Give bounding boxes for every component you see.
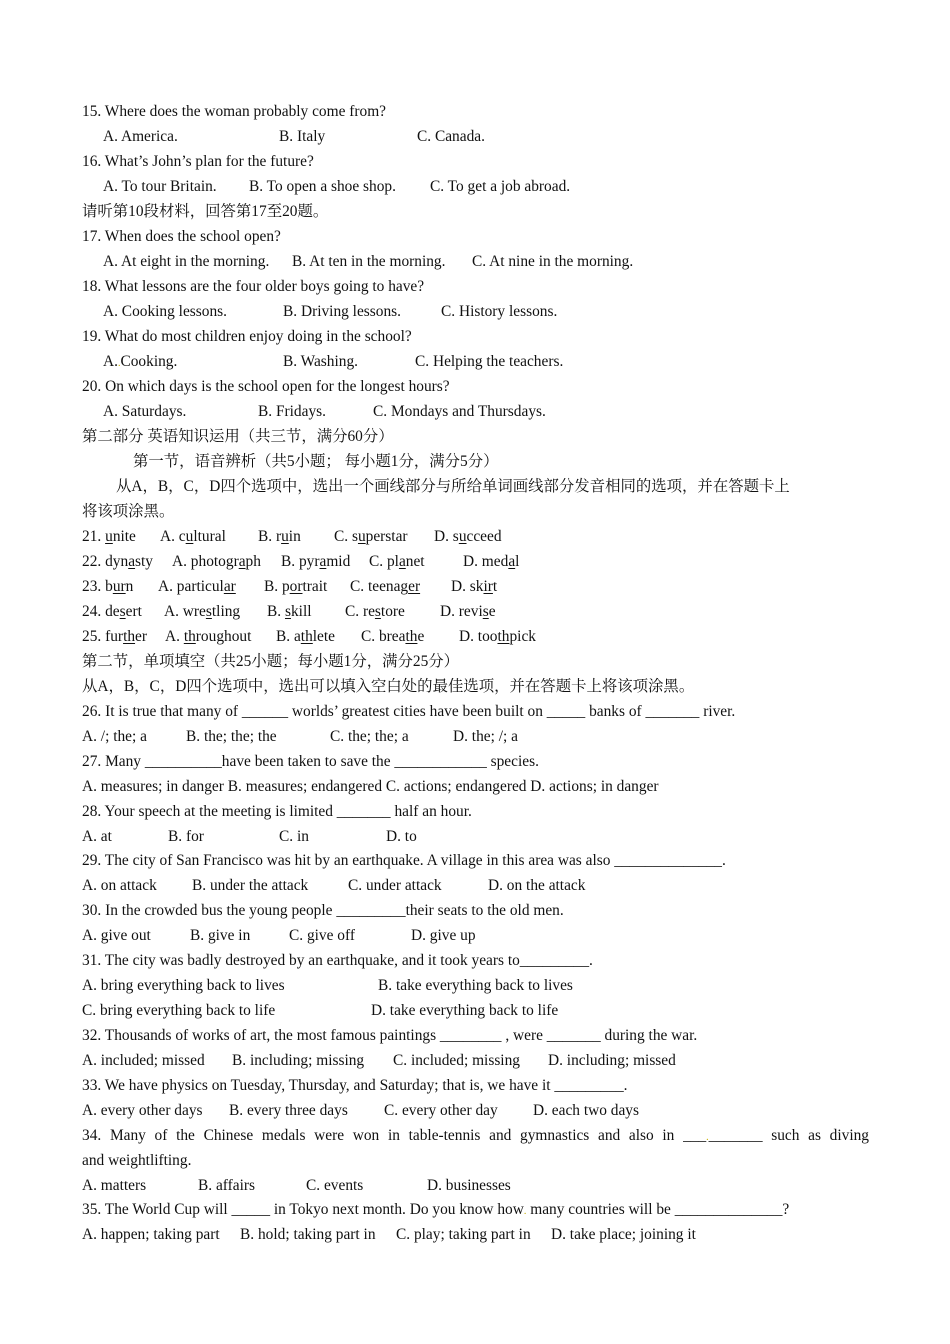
phonetic-row: 22. dynasty xyxy=(82,553,154,570)
q28-option-a: A. at xyxy=(82,828,112,845)
q32-stem: 32. Thousands of works of art, the most famous paintings ________ , were _______ during the war. xyxy=(82,1027,698,1044)
q29-option-c: C. under attack xyxy=(348,877,442,894)
q32-option-a: A. included; missed xyxy=(82,1052,205,1069)
q34-stem-line1: 34. Many of the Chinese medals were won in table-tennis and gymnastics and also in ___._______ such as diving xyxy=(82,1127,869,1144)
phonetic-row: 24. desert xyxy=(82,603,142,620)
phonetic-option: A. particular xyxy=(158,578,236,595)
q30-option-d: D. give up xyxy=(411,927,476,944)
q35-stem: 35. The World Cup will _____ in Tokyo next month. Do you know how. many countries will be ______________? xyxy=(82,1201,790,1218)
q19-option-a-text: Cooking. xyxy=(120,353,178,370)
phonetic-option: C. breathe xyxy=(361,628,425,645)
q30-option-c: C. give off xyxy=(289,927,355,944)
q33-option-d: D. each two days xyxy=(533,1102,639,1119)
q32-option-d: D. including; missed xyxy=(548,1052,676,1069)
q28-stem: 28. Your speech at the meeting is limited _______ half an hour. xyxy=(82,803,472,820)
q34-option-c: C. events xyxy=(306,1177,364,1194)
phonetic-option: B. athlete xyxy=(276,628,335,645)
phonetic-option: B. pyramid xyxy=(281,553,351,570)
q28-option-c: C. in xyxy=(279,828,309,845)
q31-option-a: A. bring everything back to lives xyxy=(82,977,285,994)
q33-stem: 33. We have physics on Tuesday, Thursday, and Saturday; that is, we have it _________. xyxy=(82,1077,628,1094)
q18-option-c: C. History lessons. xyxy=(441,303,558,320)
q34-option-d: D. businesses xyxy=(427,1177,511,1194)
marker-dot: . xyxy=(117,358,121,369)
q35-option-c: C. play; taking part in xyxy=(396,1226,531,1243)
section1-title: 第一节，语音辨析（共5小题； 每小题1分，满分5分） xyxy=(133,453,499,470)
q31-option-c: C. bring everything back to life xyxy=(82,1002,276,1019)
q30-stem: 30. In the crowded bus the young people _________their seats to the old men. xyxy=(82,902,564,919)
q35-option-b: B. hold; taking part in xyxy=(240,1226,376,1243)
q30-option-a: A. give out xyxy=(82,927,151,944)
q20-option-b: B. Fridays. xyxy=(258,403,326,420)
phonetic-option: C. planet xyxy=(369,553,425,570)
q29-stem: 29. The city of San Francisco was hit by an earthquake. A village in this area was also ______________. xyxy=(82,852,726,869)
q29-option-b: B. under the attack xyxy=(192,877,309,894)
q34-option-b: B. affairs xyxy=(198,1177,255,1194)
marker-dot: . xyxy=(706,1132,709,1143)
section-10-instruction: 请听第10段材料，回答第17至20题。 xyxy=(82,203,329,220)
q28-option-d: D. to xyxy=(386,828,417,845)
part2-title: 第二部分 英语知识运用（共三节，满分60分） xyxy=(82,428,394,445)
q31-option-d: D. take everything back to life xyxy=(371,1002,559,1019)
section2-instruction: 从A，B，C，D四个选项中，选出可以填入空白处的最佳选项，并在答题卡上将该项涂黑。 xyxy=(82,678,695,695)
q17-option-b: B. At ten in the morning. xyxy=(292,253,446,270)
q20-option-c: C. Mondays and Thursdays. xyxy=(373,403,546,420)
phonetic-option: D. succeed xyxy=(434,528,502,545)
q27-options: A. measures; in danger B. measures; endangered C. actions; endangered D. actions; in danger xyxy=(82,778,659,795)
q16-option-a: A. To tour Britain. xyxy=(103,178,217,195)
q18-stem: 18. What lessons are the four older boys going to have? xyxy=(82,278,425,295)
q26-option-a: A. /; the; a xyxy=(82,728,147,745)
phonetic-option: D. revise xyxy=(440,603,496,620)
phonetic-option: D. toothpick xyxy=(459,628,536,645)
section1-instruction-line2: 将该项涂黑。 xyxy=(82,503,175,520)
phonetic-option: A. wrestling xyxy=(164,603,241,620)
phonetic-option: A. cultural xyxy=(160,528,226,545)
q19-option-b: B. Washing. xyxy=(283,353,359,370)
phonetic-option: D. skirt xyxy=(451,578,498,595)
q33-option-a: A. every other days xyxy=(82,1102,203,1119)
q20-option-a: A. Saturdays. xyxy=(103,403,187,420)
q18-option-b: B. Driving lessons. xyxy=(283,303,401,320)
q27-stem: 27. Many __________have been taken to save the ____________ species. xyxy=(82,753,539,770)
phonetic-option: B. portrait xyxy=(264,578,328,595)
q30-option-b: B. give in xyxy=(190,927,251,944)
q19-stem: 19. What do most children enjoy doing in the school? xyxy=(82,328,412,345)
q15-option-c: C. Canada. xyxy=(417,128,485,145)
marker-dot: . xyxy=(523,1206,527,1217)
q32-option-c: C. included; missing xyxy=(393,1052,520,1069)
q33-option-c: C. every other day xyxy=(384,1102,498,1119)
q35-option-d: D. take place; joining it xyxy=(551,1226,696,1243)
q26-option-c: C. the; the; a xyxy=(330,728,409,745)
phonetic-row: 23. burn xyxy=(82,578,134,595)
q16-option-b: B. To open a shoe shop. xyxy=(249,178,396,195)
q33-option-b: B. every three days xyxy=(229,1102,348,1119)
q16-option-c: C. To get a job abroad. xyxy=(430,178,571,195)
q31-option-b: B. take everything back to lives xyxy=(378,977,573,994)
q35-option-a: A. happen; taking part xyxy=(82,1226,220,1243)
q26-stem: 26. It is true that many of ______ worlds’ greatest cities have been built on _____ banks of _______ river. xyxy=(82,703,736,720)
q15-option-a: A. America. xyxy=(103,128,178,145)
phonetic-option: B. ruin xyxy=(258,528,301,545)
section1-instruction-line1: 从A，B，C，D四个选项中，选出一个画线部分与所给单词画线部分发音相同的选项，并在答题卡上 xyxy=(116,478,790,495)
q29-option-a: A. on attack xyxy=(82,877,157,894)
q34-stem-line2: and weightlifting. xyxy=(82,1152,192,1169)
phonetic-option: A. throughout xyxy=(165,628,252,645)
phonetic-option: C. teenager xyxy=(350,578,421,595)
q34-option-a: A. matters xyxy=(82,1177,147,1194)
q17-stem: 17. When does the school open? xyxy=(82,228,281,245)
phonetic-row: 25. further xyxy=(82,628,148,645)
q15-option-b: B. Italy xyxy=(279,128,326,145)
section2-title: 第二节，单项填空（共25小题；每小题1分，满分25分） xyxy=(82,653,460,670)
q28-option-b: B. for xyxy=(168,828,204,845)
q17-option-c: C. At nine in the morning. xyxy=(472,253,634,270)
q17-option-a: A. At eight in the morning. xyxy=(103,253,270,270)
phonetic-row: 21. unite xyxy=(82,528,136,545)
phonetic-option: A. photograph xyxy=(172,553,261,570)
q16-stem: 16. What’s John’s plan for the future? xyxy=(82,153,314,170)
q19-option-a-label: A. xyxy=(103,353,118,370)
phonetic-option: B. skill xyxy=(267,603,312,620)
q18-option-a: A. Cooking lessons. xyxy=(103,303,227,320)
q26-option-d: D. the; /; a xyxy=(453,728,518,745)
q15-stem: 15. Where does the woman probably come from? xyxy=(82,103,387,120)
q19-option-a xyxy=(103,352,177,374)
q32-option-b: B. including; missing xyxy=(232,1052,365,1069)
q31-stem: 31. The city was badly destroyed by an earthquake, and it took years to_________. xyxy=(82,952,593,969)
phonetic-option: C. superstar xyxy=(334,528,408,545)
q19-option-c: C. Helping the teachers. xyxy=(415,353,564,370)
q20-stem: 20. On which days is the school open for the longest hours? xyxy=(82,378,450,395)
q29-option-d: D. on the attack xyxy=(488,877,586,894)
phonetic-option: D. medal xyxy=(463,553,520,570)
q26-option-b: B. the; the; the xyxy=(186,728,277,745)
phonetic-option: C. restore xyxy=(345,603,405,620)
